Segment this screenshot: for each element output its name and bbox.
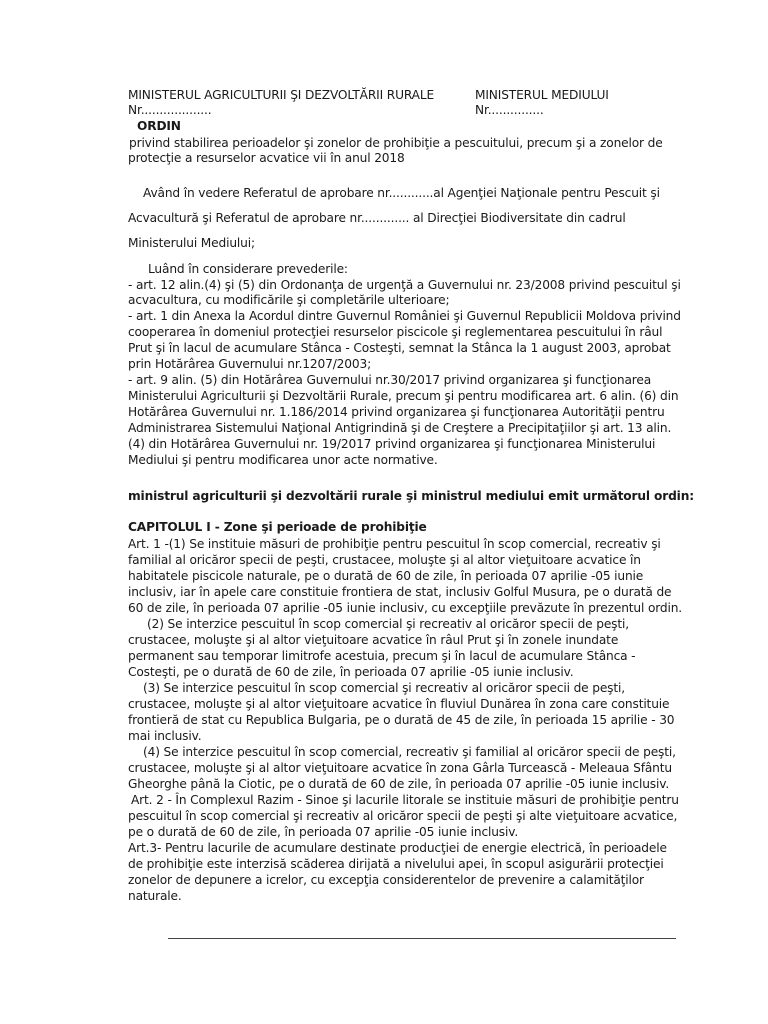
consideration-line: cooperarea în domeniul protecţiei resurselor piscicole şi reglementarea pescuitului în râul [128, 325, 663, 339]
right-ministry-header: MINISTERUL MEDIULUI [475, 88, 609, 102]
subtitle-line: privind stabilirea perioadelor şi zonelor de prohibiţie a pescuitului, precum şi a zonelor de [129, 136, 663, 150]
article-line: Art. 2 - În Complexul Razim - Sinoe şi lacurile litorale se instituie măsuri de prohibiţie pentru [131, 793, 679, 807]
consideration-line: - art. 12 alin.(4) şi (5) din Ordonanţa de urgenţă a Guvernului nr. 23/2008 privind pescuitul şi [128, 278, 681, 292]
article-line: (4) Se interzice pescuitul în scop comercial, recreativ şi familial al oricăror specii de peşti, [143, 745, 676, 759]
preamble-line: Având în vedere Referatul de aprobare nr............al Agenţiei Naţionale pentru Pescuit şi [143, 186, 660, 200]
article-line: (2) Se interzice pescuitul în scop comercial şi recreativ al oricăror specii de peşti, [147, 617, 629, 631]
article-line: habitatele piscicole naturale, pe o durată de 60 de zile, în perioada 07 aprilie -05 iunie [128, 569, 644, 583]
bottom-divider [168, 938, 676, 939]
consideration-line: Administrarea Sistemului Naţional Antigrindină şi de Creştere a Precipitaţiilor şi art. 13 alin. [128, 421, 672, 435]
consideration-line: Hotărârea Guvernului nr. 1.186/2014 privind organizarea şi funcţionarea Autorităţii pentru [128, 405, 665, 419]
article-line: mai inclusiv. [128, 729, 202, 743]
article-line: Art. 1 -(1) Se instituie măsuri de prohibiţie pentru pescuitul în scop comercial, recreativ şi [128, 537, 661, 551]
document-title: ORDIN [137, 119, 181, 133]
preamble-line: Acvacultură şi Referatul de aprobare nr............. al Direcţiei Biodiversitate din cadrul [128, 211, 626, 225]
ministers-statement: ministrul agriculturii şi dezvoltării rurale şi ministrul mediului emit următorul ordin: [128, 489, 694, 503]
article-line: Costeşti, pe o durată de 60 de zile, în perioada 07 aprilie -05 iunie inclusiv. [128, 665, 574, 679]
article-line: (3) Se interzice pescuitul în scop comercial şi recreativ al oricăror specii de peşti, [143, 681, 625, 695]
article-line: 60 de zile, în perioada 07 aprilie -05 iunie inclusiv, cu excepţiile prevăzute în prezentul ordin. [128, 601, 683, 615]
article-line: zonelor de depunere a icrelor, cu excepţia considerentelor de prevenire a calamităţilor [128, 873, 644, 887]
preamble-line: Ministerului Mediului; [128, 236, 255, 250]
subtitle-line: protecţie a resurselor acvatice vii în anul 2018 [128, 151, 405, 165]
consideration-line: acvacultura, cu modificările şi completările ulterioare; [128, 293, 450, 307]
right-registration-number: Nr............... [475, 103, 544, 117]
left-registration-number: Nr................... [128, 103, 212, 117]
consideration-line: - art. 9 alin. (5) din Hotărârea Guvernului nr.30/2017 privind organizarea şi funcţionarea [128, 373, 652, 387]
article-line: Art.3- Pentru lacurile de acumulare destinate producţiei de energie electrică, în perioadele [128, 841, 667, 855]
article-line: pescuitul în scop comercial şi recreativ al oricăror specii de peşti şi alte vieţuitoare acvatice, [128, 809, 678, 823]
article-line: inclusiv, iar în apele care constituie frontiera de stat, inclusiv Golful Musura, pe o durată de [128, 585, 672, 599]
considerations-intro: Luând în considerare prevederile: [148, 262, 348, 276]
article-line: crustacee, moluşte şi al altor vieţuitoare acvatice în râul Prut şi în zonele inundate [128, 633, 619, 647]
consideration-line: Prut şi în lacul de acumulare Stânca - Costeşti, semnat la Stânca la 1 august 2003, aprobat [128, 341, 671, 355]
left-ministry-header: MINISTERUL AGRICULTURII ŞI DEZVOLTĂRII RURALE [128, 88, 435, 102]
article-line: crustacee, moluşte şi al altor vieţuitoare acvatice în fluviul Dunărea în zona care constituie [128, 697, 670, 711]
article-line: pe o durată de 60 de zile, în perioada 07 aprilie -05 iunie inclusiv. [128, 825, 519, 839]
article-line: de prohibiţie este interzisă scăderea dirijată a nivelului apei, în scopul asigurării protecţiei [128, 857, 664, 871]
consideration-line: (4) din Hotărârea Guvernului nr. 19/2017 privind organizarea şi funcţionarea Ministerului [128, 437, 656, 451]
article-line: crustacee, moluşte şi al altor vieţuitoare acvatice în zona Gârla Turcească - Meleaua Sfântu [128, 761, 672, 775]
article-line: familial al oricăror specii de peşti, crustacee, moluşte şi al altor vieţuitoare acvatice în [128, 553, 641, 567]
consideration-line: Mediului şi pentru modificarea unor acte normative. [128, 453, 438, 467]
consideration-line: Ministerului Agriculturii şi Dezvoltării Rurale, precum şi pentru modificarea art. 6 alin. (6) din [128, 389, 679, 403]
article-line: permanent sau temporar limitrofe acestuia, precum şi în lacul de acumulare Stânca - [128, 649, 636, 663]
consideration-line: - art. 1 din Anexa la Acordul dintre Guvernul României şi Guvernul Republicii Moldova privind [128, 309, 681, 323]
chapter-title: CAPITOLUL I - Zone şi perioade de prohibiţie [128, 520, 427, 534]
article-line: frontieră de stat cu Republica Bulgaria, pe o durată de 45 de zile, în perioada 15 aprilie - 30 [128, 713, 675, 727]
article-line: Gheorghe până la Ciotic, pe o durată de 60 de zile, în perioada 07 aprilie -05 iunie inclusiv. [128, 777, 670, 791]
consideration-line: prin Hotărârea Guvernului nr.1207/2003; [128, 357, 372, 371]
article-line: naturale. [128, 889, 182, 903]
